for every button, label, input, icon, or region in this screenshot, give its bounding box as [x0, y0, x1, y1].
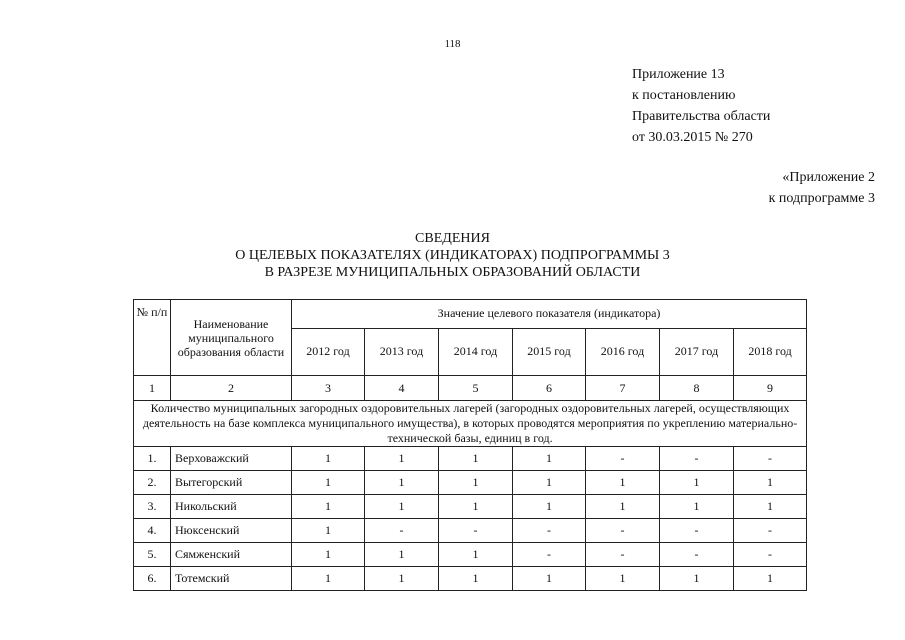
data-rows	[134, 447, 807, 591]
municipality-name: Тотемский	[171, 567, 292, 591]
indicator-value: 1	[439, 447, 513, 471]
header-year: 2018 год	[734, 328, 807, 375]
column-index: 7	[586, 376, 660, 401]
row-number: 4.	[134, 519, 171, 543]
section-title: Количество муниципальных загородных оздоровительных лагерей (загородных оздоровительных лагерей, осуществляющих деятельность на базе комплекса муниципального имущества), в которых проводятся мероприятия по укреплению материально-технической базы, единиц в год.	[134, 401, 807, 447]
indicator-value: 1	[734, 567, 807, 591]
indicator-value: 1	[439, 543, 513, 567]
indicator-value: 1	[734, 471, 807, 495]
appendix-line: к постановлению	[632, 88, 736, 103]
title-line: В РАЗРЕЗЕ МУНИЦИПАЛЬНЫХ ОБРАЗОВАНИЙ ОБЛАСТИ	[264, 265, 641, 280]
indicator-value: -	[734, 447, 807, 471]
indicator-value: 1	[660, 495, 734, 519]
table-row	[134, 471, 807, 495]
column-index: 2	[171, 376, 292, 401]
indicator-value: -	[365, 519, 439, 543]
indicator-value: 1	[439, 471, 513, 495]
row-number: 6.	[134, 567, 171, 591]
indicator-value: 1	[292, 519, 365, 543]
title-line: О ЦЕЛЕВЫХ ПОКАЗАТЕЛЯХ (ИНДИКАТОРАХ) ПОДПРОГРАММЫ 3	[235, 248, 670, 263]
column-index-row	[134, 376, 807, 401]
municipality-name: Нюксенский	[171, 519, 292, 543]
column-index: 8	[660, 376, 734, 401]
municipality-name: Сямженский	[171, 543, 292, 567]
indicator-value: 1	[439, 495, 513, 519]
indicator-value: -	[734, 519, 807, 543]
row-number: 1.	[134, 447, 171, 471]
title-line: СВЕДЕНИЯ	[415, 231, 490, 246]
indicator-value: 1	[365, 447, 439, 471]
table-row	[134, 543, 807, 567]
indicator-value: -	[586, 519, 660, 543]
header-municipality: Наименование муниципального образования области	[171, 300, 292, 376]
subprogram-appendix-header	[769, 167, 875, 209]
table-row	[134, 519, 807, 543]
indicator-value: 1	[513, 447, 586, 471]
table-row	[134, 447, 807, 471]
indicator-value: -	[513, 519, 586, 543]
indicator-value: 1	[513, 495, 586, 519]
row-number: 3.	[134, 495, 171, 519]
table-row	[134, 567, 807, 591]
indicator-value: 1	[513, 471, 586, 495]
header-number: № п/п	[134, 300, 171, 376]
appendix-line: Приложение 13	[632, 67, 725, 82]
header-year: 2017 год	[660, 328, 734, 375]
indicator-value: 1	[439, 567, 513, 591]
indicator-value: 1	[365, 471, 439, 495]
column-index: 6	[513, 376, 586, 401]
indicator-value: 1	[365, 543, 439, 567]
indicator-value: 1	[292, 495, 365, 519]
header-year: 2013 год	[365, 328, 439, 375]
document-title	[0, 230, 905, 281]
indicator-value: 1	[586, 567, 660, 591]
indicator-value: 1	[292, 471, 365, 495]
indicator-value: -	[660, 543, 734, 567]
appendix-line: Правительства области	[632, 109, 771, 124]
row-number: 2.	[134, 471, 171, 495]
indicator-value: 1	[660, 567, 734, 591]
subprogram-appendix-line: к подпрограмме 3	[768, 191, 875, 206]
header-year: 2015 год	[513, 328, 586, 375]
indicator-value: 1	[513, 567, 586, 591]
indicator-value: -	[513, 543, 586, 567]
indicator-value: 1	[660, 471, 734, 495]
section-row	[134, 401, 807, 447]
header-year: 2016 год	[586, 328, 660, 375]
municipality-name: Верховажский	[171, 447, 292, 471]
column-index: 5	[439, 376, 513, 401]
indicator-value: 1	[586, 471, 660, 495]
header-year: 2014 год	[439, 328, 513, 375]
indicator-value: -	[439, 519, 513, 543]
indicator-value: -	[660, 519, 734, 543]
indicator-value: 1	[292, 567, 365, 591]
indicator-value: 1	[365, 495, 439, 519]
indicator-value: -	[586, 543, 660, 567]
header-indicator-value: Значение целевого показателя (индикатора)	[292, 300, 807, 329]
municipality-name: Никольский	[171, 495, 292, 519]
indicator-value: 1	[734, 495, 807, 519]
appendix-line: от 30.03.2015 № 270	[632, 130, 753, 145]
indicator-value: 1	[292, 543, 365, 567]
indicator-value: -	[586, 447, 660, 471]
municipality-name: Вытегорский	[171, 471, 292, 495]
column-index: 3	[292, 376, 365, 401]
indicators-table	[133, 299, 807, 591]
column-index: 9	[734, 376, 807, 401]
row-number: 5.	[134, 543, 171, 567]
table-row	[134, 495, 807, 519]
indicator-value: -	[734, 543, 807, 567]
header-year: 2012 год	[292, 328, 365, 375]
indicator-value: -	[660, 447, 734, 471]
indicator-value: 1	[292, 447, 365, 471]
indicator-value: 1	[365, 567, 439, 591]
column-index: 4	[365, 376, 439, 401]
indicator-value: 1	[586, 495, 660, 519]
appendix-header	[632, 64, 770, 148]
page-number: 118	[444, 38, 461, 50]
column-index: 1	[134, 376, 171, 401]
subprogram-appendix-line: «Приложение 2	[782, 170, 875, 185]
